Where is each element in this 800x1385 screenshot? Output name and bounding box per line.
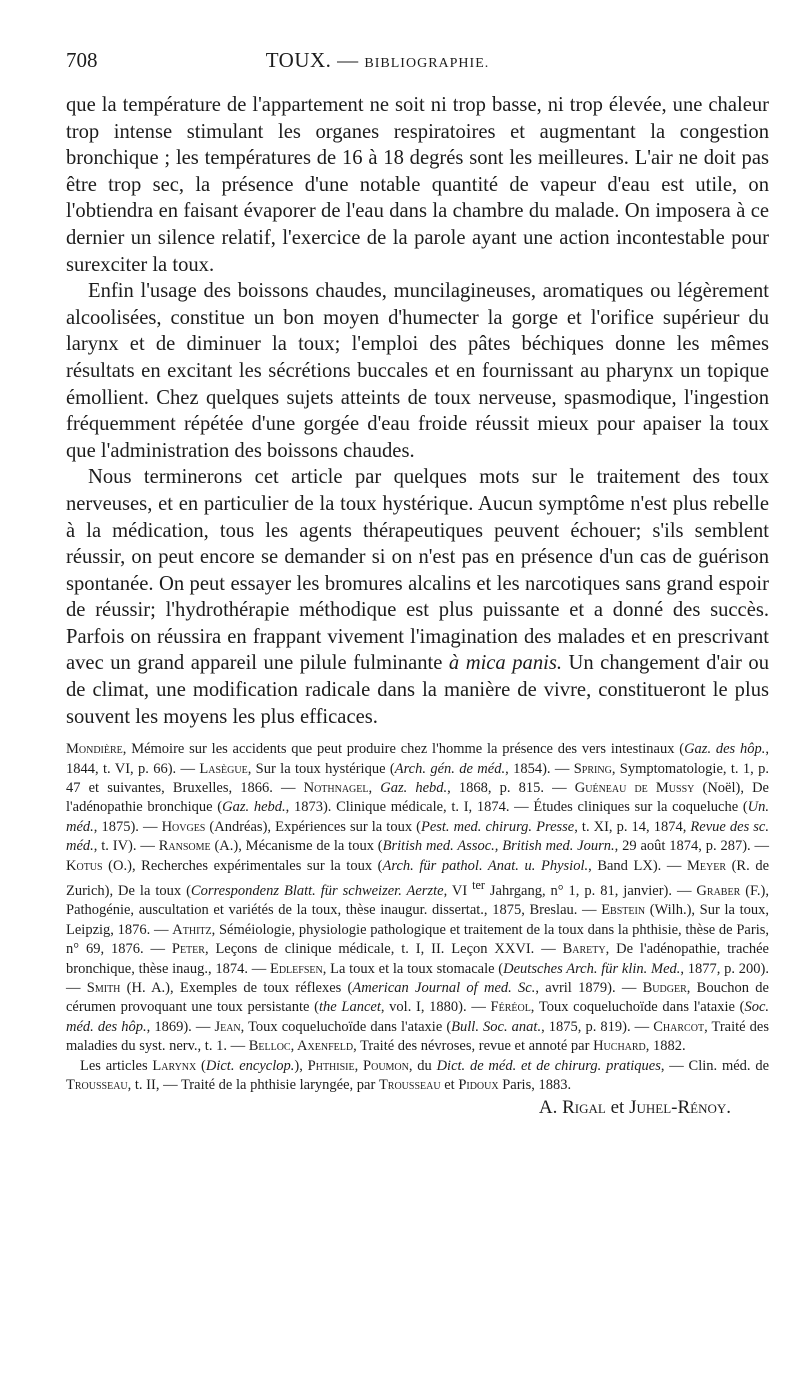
journal-title: Soc. méd. des hôp.	[66, 999, 769, 1035]
author-name: Meyer	[687, 857, 727, 874]
author-name: Charcot	[653, 1018, 705, 1035]
reference-text: , du	[408, 1057, 437, 1074]
reference-text: , 1882.	[645, 1038, 686, 1055]
author-name: Hovges	[161, 818, 206, 835]
reference-text: (O.), Recherches expérimentales sur la toux (	[102, 857, 383, 874]
reference-text: (H. A.), Exemples de toux réflexes (	[120, 979, 353, 996]
author-name: Smith	[86, 979, 121, 996]
header-dash: —	[337, 48, 359, 72]
reference-text: , — Clin. méd. de	[660, 1057, 769, 1074]
paragraph-3-before: Nous terminerons cet article par quelques mots sur le traitement des toux nerveuses, et en particulier de la toux hystérique. Aucun symptôme n'est plus rebelle à la médication, tous les agents thérapeutiques peuvent échouer; s'ils semblent réussir, on peut encore se demander si on n'est pas en présence d'un cas de guérison spontanée. On peut essayer les bromures alcalins et les narcotiques sans grand espoir de réussir; l'hydrothérapie méthodique est plus puissante et a donné des succès. Parfois on réussira en frappant vivement l'imagination des malades et en prescrivant avec un grand appareil une pilule fulminante	[66, 466, 769, 675]
reference-text: , 29 août 1874, p. 287). —	[614, 838, 769, 855]
signature-conjunction: et	[610, 1097, 625, 1119]
reference-text: , t. II, — Traité de la phthisie laryngée, par	[127, 1076, 379, 1093]
author-name: Poumon	[363, 1057, 409, 1074]
reference-text: , 1844, t. VI, p. 66). —	[66, 741, 769, 777]
reference-text: , avril 1879). —	[535, 979, 643, 996]
reference-text: (Noël), De l'adénopathie bronchique (	[66, 780, 769, 816]
paragraph-3-after: Un changement d'air ou de climat, une modification radicale dans la manière de vivre, constitueront le plus souvent les moyens les plus efficaces.	[66, 652, 769, 728]
reference-text: , vol. I, 1880). —	[380, 999, 491, 1016]
journal-title: Dict. encyclop.	[205, 1057, 295, 1074]
reference-text: , 1868, p. 815. —	[447, 780, 575, 797]
reference-text: , t. XI, p. 14, 1874,	[574, 818, 691, 835]
journal-title: Deutsches Arch. für klin. Med.	[503, 960, 681, 977]
author-name: Graber	[696, 882, 741, 899]
reference-text: , Sur la toux hystérique (	[247, 760, 395, 777]
author-name: Pidoux	[458, 1076, 499, 1093]
journal-title: Gaz. des hôp.	[684, 741, 766, 758]
reference-text: ,	[368, 780, 381, 797]
reference-text: Les articles	[80, 1057, 153, 1074]
reference-text: , Toux coqueluchoïde dans l'ataxie (	[530, 999, 745, 1016]
reference-text: , Traité des maladies du syst. nerv., t. 1. —	[66, 1018, 769, 1055]
reference-text: , Bouchon de cérumen provoquant une toux persistante (	[66, 979, 769, 1016]
author-name: Guéneau de Mussy	[574, 780, 695, 797]
bibliography-articles	[66, 1057, 769, 1096]
reference-text: , 1854). —	[505, 760, 574, 777]
journal-title: Dict. de méd. et de chirurg. pratiques	[436, 1057, 661, 1074]
reference-text: Paris, 1883.	[498, 1076, 572, 1093]
author-name: Jean	[214, 1018, 241, 1035]
header-title: TOUX.	[265, 48, 332, 72]
reference-text: (Wilh.), Sur la toux, Leipzig, 1876. —	[66, 902, 769, 938]
author-name: Ebstein	[601, 902, 646, 919]
reference-text: , 1877, p. 200). —	[66, 960, 769, 996]
author-name: Nothnagel	[303, 780, 369, 797]
paragraph-1: que la température de l'appartement ne soit ni trop basse, ni trop élevée, une chaleur trop intense stimulant les organes respiratoires et augmentant la congestion bronchique ; les températures de 16 à 18 degrés sont les meilleures. L'air ne doit pas être trop sec, la présence d'une notable quantité de vapeur d'eau est utile, on l'obtiendra en faisant évaporer de l'eau dans la chambre du malade. On imposera à ce dernier un silence relatif, l'exercice de la parole ayant une action incontestable pour surexciter la toux.	[66, 94, 769, 276]
journal-title: British med. Assoc., British med. Journ.	[382, 838, 615, 855]
paragraph-3	[66, 464, 769, 730]
journal-title: Correspondenz Blatt. für schweizer. Aerzte	[190, 882, 444, 899]
reference-text: , 1875). —	[93, 818, 162, 835]
author-name: Spring	[573, 760, 612, 777]
running-title	[136, 48, 769, 73]
author-name: Larynx	[152, 1057, 197, 1074]
reference-text: ,	[354, 1057, 364, 1074]
journal-title: Un. méd.	[66, 799, 770, 835]
author-name: Kotus	[66, 857, 103, 874]
reference-text: et	[440, 1076, 459, 1093]
reference-text: , t. IV). —	[93, 838, 159, 855]
author-name: Belloc, Axenfeld	[248, 1038, 354, 1055]
author-name: Mondière	[66, 741, 123, 758]
author-name: Phthisie	[307, 1057, 355, 1074]
author-name: Barety	[562, 941, 606, 958]
journal-title: the Lancet	[318, 999, 381, 1016]
superscript: ter	[472, 878, 485, 893]
journal-title: Arch. gén. de méd.	[394, 760, 506, 777]
author-name: Peter	[171, 941, 205, 958]
reference-text: , De l'adénopathie, trachée bronchique, thèse inaug., 1874. —	[66, 941, 769, 977]
reference-text: (F.), Pathogénie, auscultation et variétés de la toux, thèse inaugur. dissertat., 1875, Breslau. —	[66, 882, 770, 919]
body-text	[66, 92, 769, 730]
journal-title: American Journal of med. Sc.	[352, 979, 536, 996]
author-name: Féréol	[490, 999, 531, 1016]
running-head	[66, 48, 769, 88]
reference-text: (Andréas), Expériences sur la toux (	[205, 818, 421, 835]
header-section: BIBLIOGRAPHIE.	[364, 56, 490, 71]
reference-text: (	[196, 1057, 206, 1074]
reference-text: (A.), Mécanisme de la toux (	[210, 838, 383, 855]
journal-title: Arch. für pathol. Anat. u. Physiol.	[382, 857, 589, 874]
journal-title: Gaz. hebd.	[222, 799, 286, 816]
journal-title: Bull. Soc. anat.	[451, 1018, 542, 1035]
reference-text: , Band LX). —	[588, 857, 687, 874]
author-name: Edlefsen	[269, 960, 323, 977]
reference-text: , Leçons de clinique médicale, t. I, II. Leçon XXVI. —	[204, 941, 563, 958]
reference-text: , Traité des névroses, revue et annoté par	[353, 1038, 594, 1055]
paragraph-2: Enfin l'usage des boissons chaudes, muncilagineuses, aromatiques ou légèrement alcoolisées, constitue un bon moyen d'humecter la gorge et l'orifice supérieur du larynx et de diminuer la toux; l'emploi des pâtes béchiques donne les mêmes résultats en excitant les sécrétions buccales et en fournissant au pharynx un topique émollient. Chez quelques sujets atteints de toux nerveuse, spasmodique, l'ingestion fréquemment répétée d'une gorgée d'eau froide réussit mieux pour apaiser la toux que l'administration des boissons chaudes.	[66, 280, 769, 462]
bibliography	[66, 740, 769, 1095]
journal-title: Pest. med. chirurg. Presse	[420, 818, 575, 835]
reference-text: , 1875, p. 819). —	[541, 1018, 654, 1035]
reference-text: ),	[294, 1057, 308, 1074]
bibliography-references	[66, 740, 769, 1056]
author-name: Huchard	[593, 1038, 646, 1055]
reference-text: (R. de Zurich), De la toux (	[66, 857, 770, 899]
reference-text: , Mémoire sur les accidents que peut produire chez l'homme la présence des vers intestinaux (	[122, 741, 685, 758]
reference-text: , Symptomatologie, t. 1, p. 47 et suivantes, Bruxelles, 1866. —	[66, 760, 769, 797]
paragraph-3-italic: à mica panis.	[448, 652, 562, 675]
reference-text: , VI	[443, 882, 473, 899]
reference-text: , La toux et la toux stomacale (	[322, 960, 504, 977]
author-name: Ransome	[158, 838, 211, 855]
reference-text: , Toux coqueluchoïde dans l'ataxie (	[240, 1018, 452, 1035]
journal-title: Revue des sc. méd.	[66, 818, 769, 855]
author-name: Trousseau	[66, 1076, 128, 1093]
reference-text: , 1873). Clinique médicale, t. I, 1874. — Études cliniques sur la coqueluche (	[285, 799, 748, 816]
page-number: 708	[66, 48, 98, 72]
signature-author-1: A. Rigal	[538, 1097, 606, 1119]
signature	[66, 1097, 769, 1119]
reference-text: Jahrgang, n° 1, p. 81, janvier). —	[484, 882, 697, 899]
signature-author-2: Juhel-Rénoy.	[629, 1097, 731, 1119]
journal-title: Gaz. hebd.	[380, 780, 448, 797]
author-name: Athitz	[172, 921, 212, 938]
author-name: Trousseau	[378, 1076, 441, 1093]
reference-text: , Séméiologie, physiologie pathologique et traitement de la toux dans la phthisie, thèse de Paris, n° 69, 1876. —	[66, 921, 769, 958]
reference-text: , 1869). —	[146, 1018, 215, 1035]
author-name: Lasègue	[199, 760, 248, 777]
author-name: Budger	[642, 979, 687, 996]
